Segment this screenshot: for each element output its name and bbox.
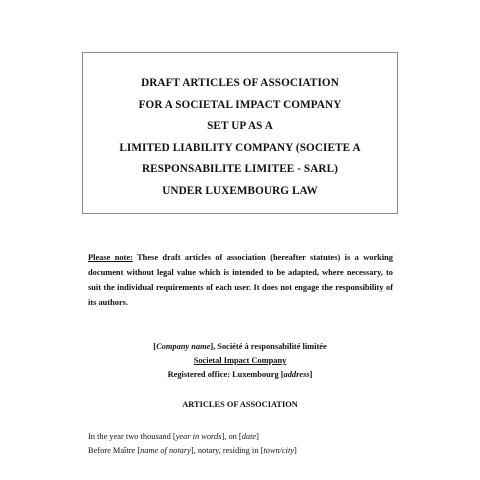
date-placeholder: date [241,432,257,441]
title-line-3: SET UP AS A [207,120,273,132]
town-placeholder: town/city [263,446,295,455]
impact-label-line [82,354,398,368]
deed-line-1: In the year two thousand [year in words], on [date] [88,432,259,441]
note-label: Please note: [88,253,133,262]
year-placeholder: year in words [175,432,222,441]
title-line-6: UNDER LUXEMBOURG LAW [162,184,318,197]
line1-prefix: In the year two thousand [88,432,173,441]
title-line-4: LIMITED LIABILITY COMPANY (SOCIETE A [119,141,361,154]
impact-label: Societal Impact Company [193,356,287,365]
deed-line-2: Before Maître [name of notary], notary, residing in [town/city] [88,446,297,455]
company-name-placeholder: Company name [156,342,211,351]
line2-prefix: Before Maître [88,446,138,455]
line1-middle: , on [224,432,239,441]
registered-office-line: Registered office: Luxembourg [address] [167,370,313,379]
title-line-2: FOR A SOCIETAL IMPACT COMPANY [138,98,342,111]
company-header [82,340,398,382]
company-name-line: [Company name], Société à responsabilité limitée [153,342,327,351]
disclaimer-note [88,250,393,310]
note-text: These draft articles of association (hereafter statutes) is a working document without legal value which is intended to be adapted, where necessary, to suit the individual requirements of each user. It does not engage the responsibility of its authors. [88,253,393,307]
office-prefix: Registered office: Luxembourg [167,370,281,379]
notary-placeholder: name of notary [140,446,191,455]
title-line-1: DRAFT ARTICLES OF ASSOCIATION [141,77,339,89]
address-placeholder: address [283,370,310,379]
title-line-5: RESPONSABILITE LIMITEE - SARL) [141,163,339,175]
line2-middle: , notary, residing in [193,446,261,455]
company-name-suffix: , Société à responsabilité limitée [213,342,327,351]
deed-opening [88,430,408,458]
articles-heading: ARTICLES OF ASSOCIATION [182,400,298,409]
title-box [82,52,398,214]
